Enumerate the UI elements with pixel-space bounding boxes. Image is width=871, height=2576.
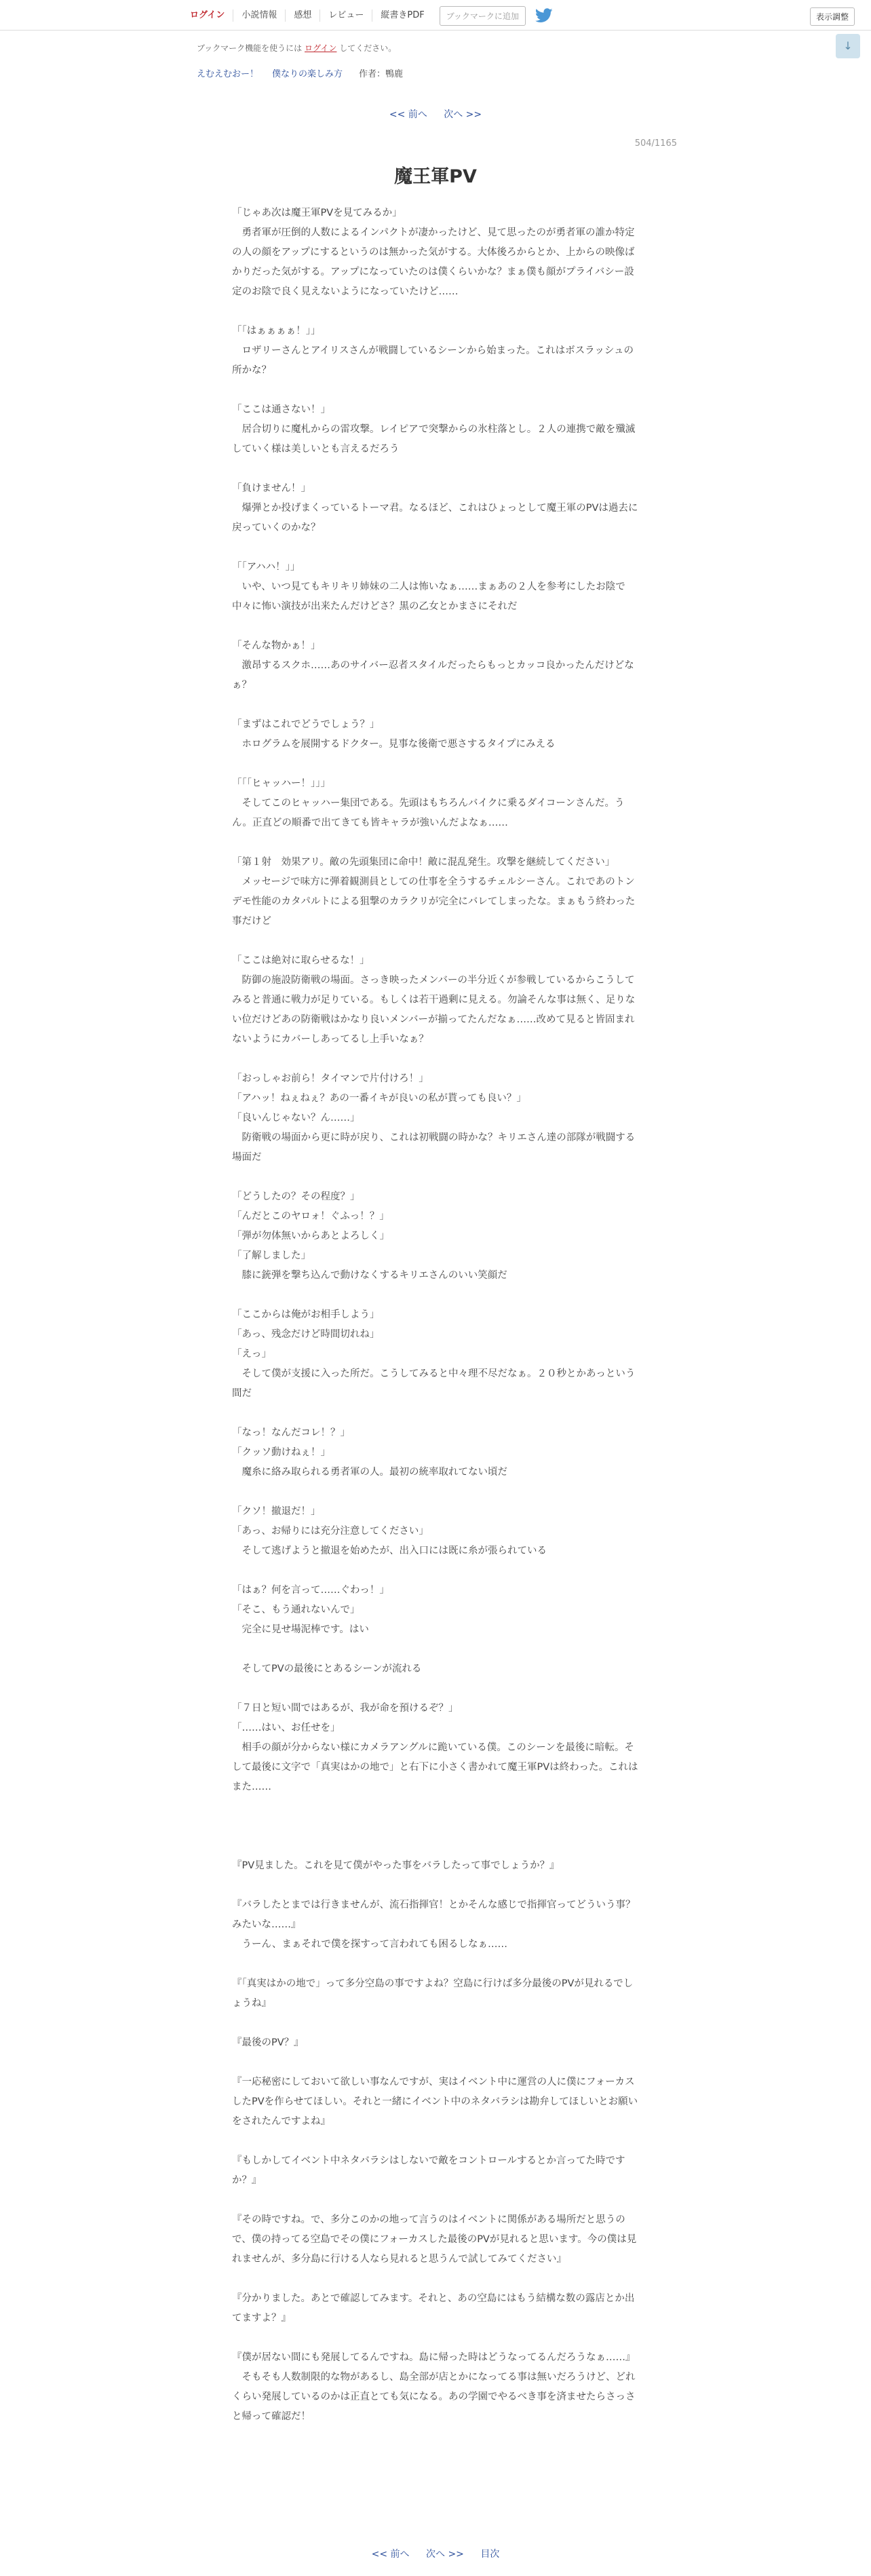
body-line: 「んだとこのヤロォ！ぐふっ！？」 <box>232 1211 389 1222</box>
body-line: 「クッソ動けねぇ！」 <box>232 1447 330 1458</box>
next-link[interactable]: 次へ >> <box>444 109 482 120</box>
bottom-pager <box>0 2547 871 2560</box>
blank-line <box>232 617 639 636</box>
body-line: 「ここからは俺がお相手しよう」 <box>232 1309 380 1320</box>
blank-line <box>232 459 639 479</box>
body-line: 爆弾とか投げまくっているトーマ君。なるほど、これはひょっとして魔王軍のPVは過去に戻っていくのかな？ <box>232 503 638 533</box>
blank-line <box>232 2132 639 2151</box>
blank-line <box>232 2328 639 2348</box>
body-line: 「７日と短い間ではあるが、我が命を預けるぞ？」 <box>232 1703 459 1714</box>
body-line: 『一応秘密にしておいて欲しい事なんですが、実はイベント中に運営の人に僕にフォーカスしたPVを作らせてほしい。それと一緒にイベント中のネタバラシは勘弁してほしいとお願いをされたんですよね』 <box>232 2077 638 2127</box>
blank-line <box>232 302 639 322</box>
blank-line <box>232 1168 639 1187</box>
body-line: 「あっ、残念だけど時間切れね」 <box>232 1329 380 1340</box>
body-line: 「……はい、お任せを」 <box>232 1723 341 1733</box>
blank-line <box>232 2053 639 2073</box>
blank-line <box>232 1482 639 1502</box>
body-line: 「そこ、もう通れないんで」 <box>232 1604 360 1615</box>
body-line: 「「アハハ！」」 <box>232 562 301 573</box>
blank-line <box>232 2269 639 2289</box>
body-line: 「えっ」 <box>232 1349 271 1360</box>
body-line: 「アハッ！ねぇねぇ？あの一番イキが良いの私が貰っても良い？」 <box>232 1093 526 1104</box>
body-line: ロザリーさんとアイリスさんが戦闘しているシーンから始まった。これはボスラッシュの所かな？ <box>232 345 634 376</box>
bookmark-login-notice <box>197 42 396 54</box>
body-line: 『その時ですね。で、多分このかの地って言うのはイベントに関係がある場所だと思うので、僕の持ってる空島でその僕にフォーカスした最後のPVが見れると思います。今の僕は見れませんが、多分島に行ける人なら見れると思うんで試してみてください』 <box>232 2214 637 2265</box>
body-line: 『最後のPV？』 <box>232 2037 304 2048</box>
body-line: 『分かりました。あとで確認してみます。それと、あの空島にはもう結構な数の露店とか出てますよ？』 <box>232 2293 635 2324</box>
blank-line <box>232 1797 639 1817</box>
body-line: 「なっ！なんだコレ！？」 <box>232 1427 350 1438</box>
body-line: そして逃げようと撤退を始めたが、出入口には既に糸が張られている <box>232 1545 547 1556</box>
blank-line <box>232 1404 639 1423</box>
login-link[interactable]: ログイン <box>185 9 233 22</box>
notice-text-before: ブックマーク機能を使うには <box>197 43 303 53</box>
blank-line <box>232 1876 639 1896</box>
blank-line <box>232 2014 639 2033</box>
body-line: 激昂するスクホ……あのサイバー忍者スタイルだったらもっとカッコ良かったんだけどなぁ？ <box>232 660 634 691</box>
body-line: メッセージで味方に弾着観測員としての仕事を全うするチェルシーさん。これであのトンデモ性能のカタパルトによる狙撃のカラクリが完全にバレてしまったな。まぁもう終わった事だけど <box>232 877 636 927</box>
body-line: 「じゃあ次は魔王軍PVを見てみるか」 <box>232 208 402 218</box>
body-line: 「ここは通さない！」 <box>232 404 330 415</box>
prev-link-bottom[interactable]: << 前へ <box>371 2549 410 2560</box>
top-nav <box>185 5 553 26</box>
chapter-title: 魔王軍PV <box>394 166 477 187</box>
blank-line <box>232 1955 639 1974</box>
review-link[interactable]: レビュー <box>320 9 372 22</box>
body-line: 『PV見ました。これを見て僕がやった事をバラしたって事でしょうか？』 <box>232 1860 560 1871</box>
novel-info-link[interactable]: 小説情報 <box>233 9 286 22</box>
body-line: 「「「ヒャッハー！」」」 <box>232 778 330 789</box>
body-line: 「良いんじゃない？ん……」 <box>232 1113 360 1123</box>
blank-line <box>232 754 639 774</box>
twitter-bird-icon[interactable] <box>535 8 553 23</box>
notice-login-link[interactable]: ログイン <box>305 43 337 53</box>
comments-link[interactable]: 感想 <box>286 9 320 22</box>
body-line: 『バラしたとまでは行きませんが、流石指揮官！とかそんな感じで指揮官ってどういう事？みたいな……』 <box>232 1900 636 1930</box>
body-line: 「おっしゃお前ら！タイマンで片付けろ！」 <box>232 1073 429 1084</box>
body-line: 『もしかしてイベント中ネタバラシはしないで敵をコントロールするとか言ってた時ですか？』 <box>232 2155 625 2186</box>
top-navigation-bar <box>0 0 871 31</box>
body-line: 相手の顔が分からない様にカメラアングルに跪いている僕。このシーンを最後に暗転。そして最後に文字で「真実はかの地で」と右下に小さく書かれて魔王軍PVは終わった。これはまた…… <box>232 1742 638 1792</box>
body-line: 「了解しました」 <box>232 1250 311 1261</box>
body-line: いや、いつ見てもキリキリ姉妹の二人は怖いなぁ……まぁあの２人を参考にしたお陰で中々に怖い演技が出来たんだけどさ？黒の乙女とかまさにそれだ <box>232 581 625 612</box>
page-number: 504/1165 <box>634 138 677 149</box>
body-line: ホログラムを展開するドクター。見事な後衛で悪さするタイプにみえる <box>232 739 556 750</box>
body-line: 「クソ！撤退だ！」 <box>232 1506 321 1517</box>
body-line: 「はぁ？何を言って……ぐわっ！」 <box>232 1585 389 1596</box>
blank-line <box>232 1837 639 1856</box>
body-line: 居合切りに魔札からの雷攻撃。レイピアで突撃からの氷柱落とし。２人の連携で敵を殲滅していく様は美しいとも言えるだろう <box>232 424 636 455</box>
chapter-title-link[interactable]: 僕なりの楽しみ方 <box>272 69 343 79</box>
body-line: 膝に銃弾を撃ち込んで動けなくするキリエさんのいい笑顔だ <box>232 1270 507 1281</box>
author-name: 作者：鴨鹿 <box>359 69 404 79</box>
top-pager <box>0 107 871 121</box>
body-line: 「そんな物かぁ！」 <box>232 640 321 651</box>
arrow-down-icon[interactable]: ↓ <box>836 34 860 58</box>
blank-line <box>232 833 639 853</box>
blank-line <box>232 1286 639 1305</box>
prev-link[interactable]: << 前へ <box>389 109 427 120</box>
notice-text-after: してください。 <box>339 43 397 53</box>
blank-line <box>232 1561 639 1581</box>
vertical-pdf-link[interactable]: 縦書きPDF <box>381 10 425 20</box>
body-line: 「「はぁぁぁぁ！」」 <box>232 326 321 337</box>
body-line: 防御の施設防衛戦の場面。さっき映ったメンバーの半分近くが参戦しているからこうしてみると普通に戦力が足りている。もしくは若干過剰に見える。勿論そんな事は無く、足りない位だけどあの防衛戦はかなり良いメンバーが揃ってたんだなぁ……改めて見ると皆固まれないようにカバーしあってるし上手いなぁ？ <box>232 975 636 1045</box>
display-settings-button[interactable]: 表示調整 <box>810 7 855 26</box>
blank-line <box>232 931 639 951</box>
body-line: 防衛戦の場面から更に時が戻り、これは初戦闘の時かな？キリエさん達の部隊が戦闘する場面だ <box>232 1132 636 1163</box>
blank-line <box>232 1679 639 1699</box>
series-title-link[interactable]: えむえむおー！ <box>197 69 259 79</box>
body-line: そもそも人数制限的な物があるし、島全部が店とかになってる事は無いだろうけど、どれくらい発展しているのかは正直とても気になる。あの学園でやるべき事を済ませたらさっさと帰って確認だ！ <box>232 2372 636 2422</box>
body-line: 「弾が勿体無いからあとよろしく」 <box>232 1231 389 1242</box>
blank-line <box>232 1050 639 1069</box>
blank-line <box>232 1817 639 1837</box>
blank-line <box>232 695 639 715</box>
novel-meta <box>197 66 403 79</box>
body-line: そしてPVの最後にとあるシーンが流れる <box>232 1664 422 1674</box>
body-line: うーん、まぁそれで僕を探すって言われても困るしなぁ…… <box>232 1939 507 1950</box>
body-line: 『僕が居ない間にも発展してるんですね。島に帰った時はどうなってるんだろうなぁ……』 <box>232 2352 636 2363</box>
body-line: 「あっ、お帰りには充分注意してください」 <box>232 1526 429 1537</box>
next-link-bottom[interactable]: 次へ >> <box>426 2549 464 2560</box>
blank-line <box>232 538 639 558</box>
body-line: 『「真実はかの地で」って多分空島の事ですよね？空島に行けば多分最後のPVが見れるでしょうね』 <box>232 1978 634 2009</box>
novel-body <box>232 204 639 2427</box>
body-line: 「ここは絶対に取らせるな！」 <box>232 955 370 966</box>
blank-line <box>232 2191 639 2210</box>
body-line: 「第１射 効果アリ。敵の先頭集団に命中！敵に混乱発生。攻撃を継続してください」 <box>232 857 615 868</box>
body-line: 勇者軍が圧倒的人数によるインパクトが凄かったけど、見て思ったのが勇者軍の誰か特定の人の顔をアップにするというのは無かった気がする。大体後ろからとか、上からの映像ばかりだった気がする。アップになっていたのは僕くらいかな？まぁ僕も顔がプライバシー設定のお陰で良く見えないようになっていたけど…… <box>232 227 635 297</box>
body-line: 完全に見せ場泥棒です。はい <box>232 1624 369 1635</box>
blank-line <box>232 381 639 400</box>
add-bookmark-button[interactable]: ブックマークに追加 <box>440 6 526 26</box>
body-line: 魔糸に絡み取られる勇者軍の人。最初の統率取れてない頃だ <box>232 1467 507 1478</box>
body-line: そして僕が支援に入った所だ。こうしてみると中々理不尽だなぁ。２０秒とかあっという間だ <box>232 1368 636 1399</box>
body-line: 「まずはこれでどうでしょう？」 <box>232 719 380 730</box>
body-line: 「負けません！」 <box>232 483 311 494</box>
body-line: 「どうしたの？その程度？」 <box>232 1191 360 1202</box>
toc-link[interactable]: 目次 <box>480 2549 500 2560</box>
blank-line <box>232 1640 639 1659</box>
body-line: そしてこのヒャッハー集団である。先頭はもちろんバイクに乗るダイコーンさんだ。うん。正直どの順番で出てきても皆キャラが強いんだよなぁ…… <box>232 798 625 828</box>
